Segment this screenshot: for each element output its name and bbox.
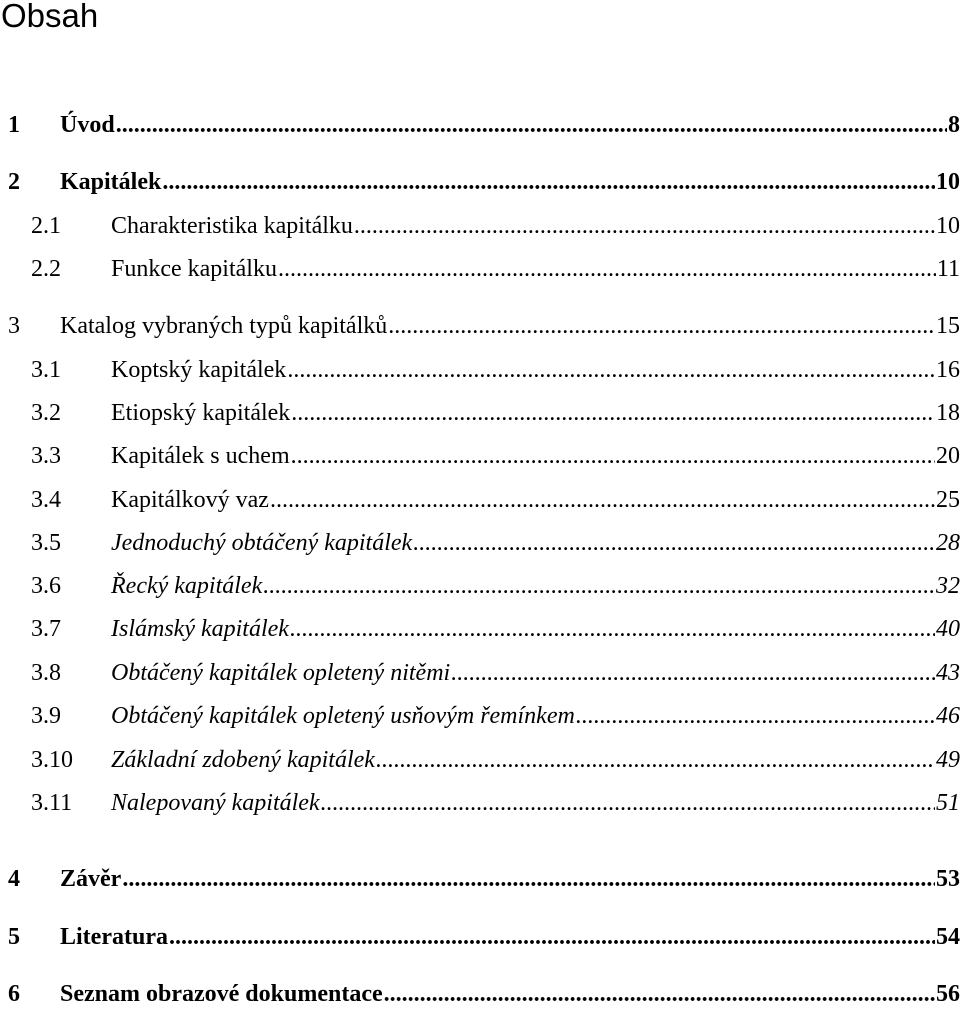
toc-entry-label: Nalepovaný kapitálek [111, 790, 320, 816]
toc-entry-label: Funkce kapitálku [111, 256, 277, 282]
toc-entry-section-3-6[interactable] [0, 571, 960, 601]
toc-entry-section-3-1[interactable] [0, 355, 960, 385]
toc-entry-label: Kapitálkový vaz [111, 487, 269, 513]
toc-entry-page: 32 [936, 573, 960, 599]
toc-entry-section-3-2[interactable] [0, 398, 960, 428]
toc-entry-page: 56 [936, 981, 960, 1007]
toc-entry-number: 3.11 [31, 790, 73, 816]
toc-entry-page: 15 [936, 313, 960, 339]
toc-entry-number: 3.4 [31, 487, 61, 513]
toc-entry-label: Základní zdobený kapitálek [111, 747, 375, 773]
toc-entry-page: 8 [948, 112, 960, 138]
dot-leader [278, 254, 936, 284]
dot-leader [263, 571, 935, 601]
dot-leader [413, 528, 935, 558]
dot-leader [287, 355, 935, 385]
toc-entry-number: 3.8 [31, 660, 61, 686]
toc-entry-chapter-4[interactable] [0, 864, 960, 894]
toc-entry-page: 25 [936, 487, 960, 513]
toc-entry-page: 10 [936, 213, 960, 239]
dot-leader [576, 701, 935, 731]
toc-entry-label: Závěr [60, 866, 122, 892]
toc-entry-page: 10 [936, 169, 960, 195]
toc-entry-label: Seznam obrazové dokumentace [60, 981, 383, 1007]
toc-entry-page: 18 [936, 400, 960, 426]
toc-entry-page: 16 [936, 357, 960, 383]
toc-entry-number: 2 [8, 169, 20, 195]
dot-leader [354, 211, 935, 241]
toc-entry-number: 1 [8, 112, 20, 138]
dot-leader [291, 398, 935, 428]
toc-entry-label: Etiopský kapitálek [111, 400, 291, 426]
toc-entry-number: 3.5 [31, 530, 61, 556]
toc-entry-label: Charakteristika kapitálku [111, 213, 353, 239]
toc-entry-chapter-2[interactable] [0, 167, 960, 197]
toc-entry-page: 43 [936, 660, 960, 686]
toc-entry-number: 3.6 [31, 573, 61, 599]
toc-entry-section-3-11[interactable] [0, 788, 960, 818]
toc-entry-number: 3.2 [31, 400, 61, 426]
toc-entry-section-3-3[interactable] [0, 441, 960, 471]
toc-entry-number: 5 [8, 924, 20, 950]
toc-entry-number: 3.3 [31, 443, 61, 469]
toc-entry-section-2-2[interactable] [0, 254, 960, 284]
dot-leader [169, 922, 935, 952]
toc-entry-chapter-5[interactable] [0, 922, 960, 952]
toc-entry-label: Katalog vybraných typů kapitálků [60, 313, 388, 339]
toc-entry-label: Jednoduchý obtáčený kapitálek [111, 530, 413, 556]
dot-leader [122, 864, 935, 894]
toc-entry-number: 3.1 [31, 357, 61, 383]
toc-entry-section-3-7[interactable] [0, 614, 960, 644]
toc-entry-page: 11 [936, 256, 960, 282]
toc-entry-section-3-5[interactable] [0, 528, 960, 558]
toc-entry-page: 54 [936, 924, 960, 950]
toc-entry-page: 28 [936, 530, 960, 556]
toc-entry-number: 3.10 [31, 747, 73, 773]
toc-entry-number: 3.9 [31, 703, 61, 729]
toc-entry-section-3-8[interactable] [0, 658, 960, 688]
toc-entry-chapter-6[interactable] [0, 979, 960, 1009]
toc-entry-number: 3 [8, 313, 20, 339]
toc-entry-number: 2.1 [31, 213, 61, 239]
toc-entry-label: Obtáčený kapitálek opletený usňovým řemínkem [111, 703, 575, 729]
toc-entry-chapter-3[interactable] [0, 311, 960, 341]
toc-entry-number: 3.7 [31, 616, 61, 642]
toc-entry-page: 46 [936, 703, 960, 729]
toc-entry-page: 49 [936, 747, 960, 773]
toc-entry-section-3-10[interactable] [0, 745, 960, 775]
toc-entry-label: Kapitálek [60, 169, 162, 195]
toc-entry-page: 51 [936, 790, 960, 816]
toc-entry-label: Obtáčený kapitálek opletený nitěmi [111, 660, 451, 686]
toc-entry-number: 2.2 [31, 256, 61, 282]
toc-entry-page: 40 [936, 616, 960, 642]
toc-entry-section-2-1[interactable] [0, 211, 960, 241]
page-title: Obsah [1, 0, 99, 34]
toc-entry-label: Kapitálek s uchem [111, 443, 290, 469]
toc-entry-page: 53 [936, 866, 960, 892]
dot-leader [376, 745, 935, 775]
dot-leader [291, 441, 935, 471]
dot-leader [451, 658, 935, 688]
dot-leader [290, 614, 935, 644]
toc-entry-label: Literatura [60, 924, 168, 950]
toc-entry-number: 4 [8, 866, 20, 892]
dot-leader [270, 485, 935, 515]
toc-entry-chapter-1[interactable] [0, 110, 960, 140]
dot-leader [384, 979, 935, 1009]
toc-entry-section-3-9[interactable] [0, 701, 960, 731]
toc-entry-label: Řecký kapitálek [111, 573, 263, 599]
dot-leader [116, 110, 947, 140]
toc-entry-page: 20 [936, 443, 960, 469]
dot-leader [321, 788, 935, 818]
toc-entry-label: Koptský kapitálek [111, 357, 287, 383]
toc-entry-label: Úvod [60, 112, 115, 138]
dot-leader [162, 167, 935, 197]
toc-entry-label: Islámský kapitálek [111, 616, 289, 642]
toc-entry-number: 6 [8, 981, 20, 1007]
dot-leader [388, 311, 935, 341]
toc-entry-section-3-4[interactable] [0, 485, 960, 515]
